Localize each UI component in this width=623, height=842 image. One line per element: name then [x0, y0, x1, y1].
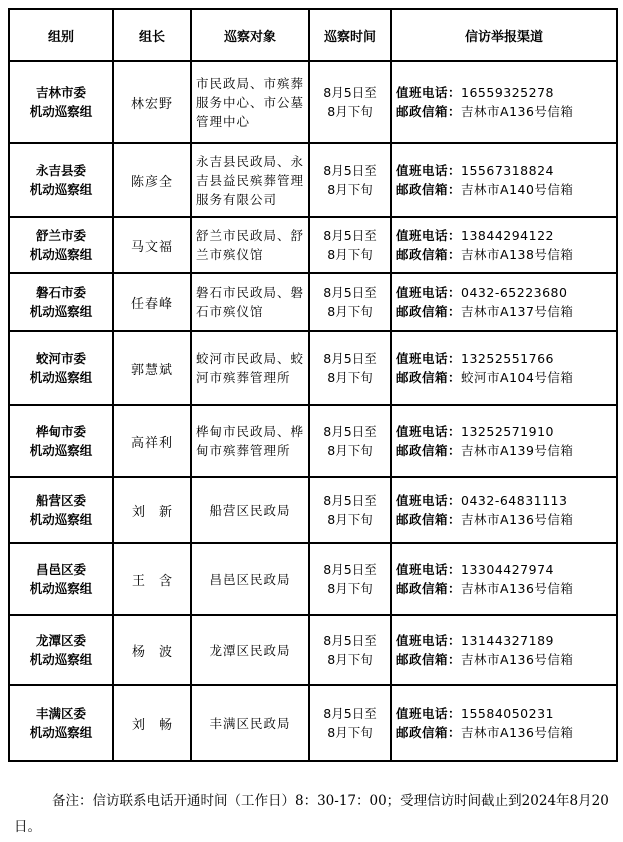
header-row — [9, 9, 617, 61]
inspection-table — [8, 8, 618, 762]
table-row — [9, 405, 617, 477]
phone-value: 0432-65223680 — [461, 285, 568, 300]
mail-value: 吉林市A138号信箱 — [461, 247, 574, 262]
target-cell: 船营区民政局 — [191, 477, 309, 543]
time-cell: 8月5日至 8月下旬 — [309, 143, 391, 217]
table-row — [9, 273, 617, 331]
target-cell: 永吉县民政局、永吉县益民殡葬管理服务有限公司 — [191, 143, 309, 217]
mail-value: 吉林市A139号信箱 — [461, 443, 574, 458]
phone-label: 值班电话： — [396, 285, 462, 300]
table-row — [9, 217, 617, 273]
mail-value: 吉林市A140号信箱 — [461, 182, 574, 197]
table-row — [9, 143, 617, 217]
phone-value: 13252571910 — [461, 424, 554, 439]
time-cell: 8月5日至 8月下旬 — [309, 331, 391, 405]
mail-value: 吉林市A136号信箱 — [461, 725, 574, 740]
table-row — [9, 543, 617, 615]
group-cell: 磐石市委 机动巡察组 — [9, 273, 113, 331]
time-cell: 8月5日至 8月下旬 — [309, 217, 391, 273]
mail-label: 邮政信箱： — [396, 652, 462, 667]
channel-cell — [391, 61, 617, 143]
leader-cell: 任春峰 — [113, 273, 191, 331]
leader-cell: 刘新 — [113, 477, 191, 543]
mail-label: 邮政信箱： — [396, 443, 462, 458]
mail-value: 蛟河市A104号信箱 — [461, 370, 574, 385]
phone-value: 16559325278 — [461, 85, 554, 100]
phone-label: 值班电话： — [396, 562, 462, 577]
target-cell: 丰满区民政局 — [191, 685, 309, 761]
table-row — [9, 477, 617, 543]
group-cell: 吉林市委 机动巡察组 — [9, 61, 113, 143]
phone-value: 13304427974 — [461, 562, 554, 577]
phone-value: 0432-64831113 — [461, 493, 568, 508]
mail-value: 吉林市A136号信箱 — [461, 512, 574, 527]
phone-label: 值班电话： — [396, 163, 462, 178]
time-cell: 8月5日至 8月下旬 — [309, 273, 391, 331]
time-cell: 8月5日至 8月下旬 — [309, 543, 391, 615]
phone-label: 值班电话： — [396, 493, 462, 508]
header-target: 巡察对象 — [191, 9, 309, 61]
phone-value: 13144327189 — [461, 633, 554, 648]
mail-label: 邮政信箱： — [396, 247, 462, 262]
phone-label: 值班电话： — [396, 85, 462, 100]
header-channel: 信访举报渠道 — [391, 9, 617, 61]
mail-value: 吉林市A136号信箱 — [461, 652, 574, 667]
phone-label: 值班电话： — [396, 351, 462, 366]
target-cell: 龙潭区民政局 — [191, 615, 309, 685]
target-cell: 磐石市民政局、磐石市殡仪馆 — [191, 273, 309, 331]
leader-cell: 王含 — [113, 543, 191, 615]
group-cell: 永吉县委 机动巡察组 — [9, 143, 113, 217]
header-group: 组别 — [9, 9, 113, 61]
phone-label: 值班电话： — [396, 228, 462, 243]
channel-cell — [391, 685, 617, 761]
time-cell: 8月5日至 8月下旬 — [309, 61, 391, 143]
mail-label: 邮政信箱： — [396, 370, 462, 385]
channel-cell — [391, 273, 617, 331]
phone-label: 值班电话： — [396, 633, 462, 648]
leader-cell: 林宏野 — [113, 61, 191, 143]
target-cell: 蛟河市民政局、蛟河市殡葬管理所 — [191, 331, 309, 405]
group-cell: 蛟河市委 机动巡察组 — [9, 331, 113, 405]
leader-cell: 刘畅 — [113, 685, 191, 761]
table-row — [9, 615, 617, 685]
group-cell: 丰满区委 机动巡察组 — [9, 685, 113, 761]
mail-value: 吉林市A136号信箱 — [461, 581, 574, 596]
mail-label: 邮政信箱： — [396, 725, 462, 740]
phone-value: 13252551766 — [461, 351, 554, 366]
phone-label: 值班电话： — [396, 424, 462, 439]
group-cell: 桦甸市委 机动巡察组 — [9, 405, 113, 477]
time-cell: 8月5日至 8月下旬 — [309, 405, 391, 477]
target-cell: 市民政局、市殡葬服务中心、市公墓管理中心 — [191, 61, 309, 143]
mail-label: 邮政信箱： — [396, 182, 462, 197]
group-cell: 昌邑区委 机动巡察组 — [9, 543, 113, 615]
table-row — [9, 61, 617, 143]
table-row — [9, 331, 617, 405]
group-cell: 船营区委 机动巡察组 — [9, 477, 113, 543]
group-cell: 龙潭区委 机动巡察组 — [9, 615, 113, 685]
mail-label: 邮政信箱： — [396, 512, 462, 527]
target-cell: 舒兰市民政局、舒兰市殡仪馆 — [191, 217, 309, 273]
phone-value: 15567318824 — [461, 163, 554, 178]
leader-cell: 陈彦全 — [113, 143, 191, 217]
channel-cell — [391, 217, 617, 273]
mail-value: 吉林市A136号信箱 — [461, 104, 574, 119]
channel-cell — [391, 331, 617, 405]
channel-cell — [391, 615, 617, 685]
channel-cell — [391, 405, 617, 477]
table-row — [9, 685, 617, 761]
channel-cell — [391, 543, 617, 615]
target-cell: 桦甸市民政局、桦甸市殡葬管理所 — [191, 405, 309, 477]
leader-cell: 高祥利 — [113, 405, 191, 477]
header-time: 巡察时间 — [309, 9, 391, 61]
time-cell: 8月5日至 8月下旬 — [309, 615, 391, 685]
phone-value: 15584050231 — [461, 706, 554, 721]
time-cell: 8月5日至 8月下旬 — [309, 477, 391, 543]
leader-cell: 郭慧斌 — [113, 331, 191, 405]
header-leader: 组长 — [113, 9, 191, 61]
mail-label: 邮政信箱： — [396, 104, 462, 119]
channel-cell — [391, 143, 617, 217]
phone-value: 13844294122 — [461, 228, 554, 243]
leader-cell: 马文福 — [113, 217, 191, 273]
time-cell: 8月5日至 8月下旬 — [309, 685, 391, 761]
channel-cell — [391, 477, 617, 543]
target-cell: 昌邑区民政局 — [191, 543, 309, 615]
mail-label: 邮政信箱： — [396, 581, 462, 596]
phone-label: 值班电话： — [396, 706, 462, 721]
leader-cell: 杨波 — [113, 615, 191, 685]
footnote: 备注：信访联系电话开通时间（工作日）8：30-17：00；受理信访时间截止到2024年8月20日。 — [14, 793, 609, 835]
mail-value: 吉林市A137号信箱 — [461, 304, 574, 319]
mail-label: 邮政信箱： — [396, 304, 462, 319]
group-cell: 舒兰市委 机动巡察组 — [9, 217, 113, 273]
